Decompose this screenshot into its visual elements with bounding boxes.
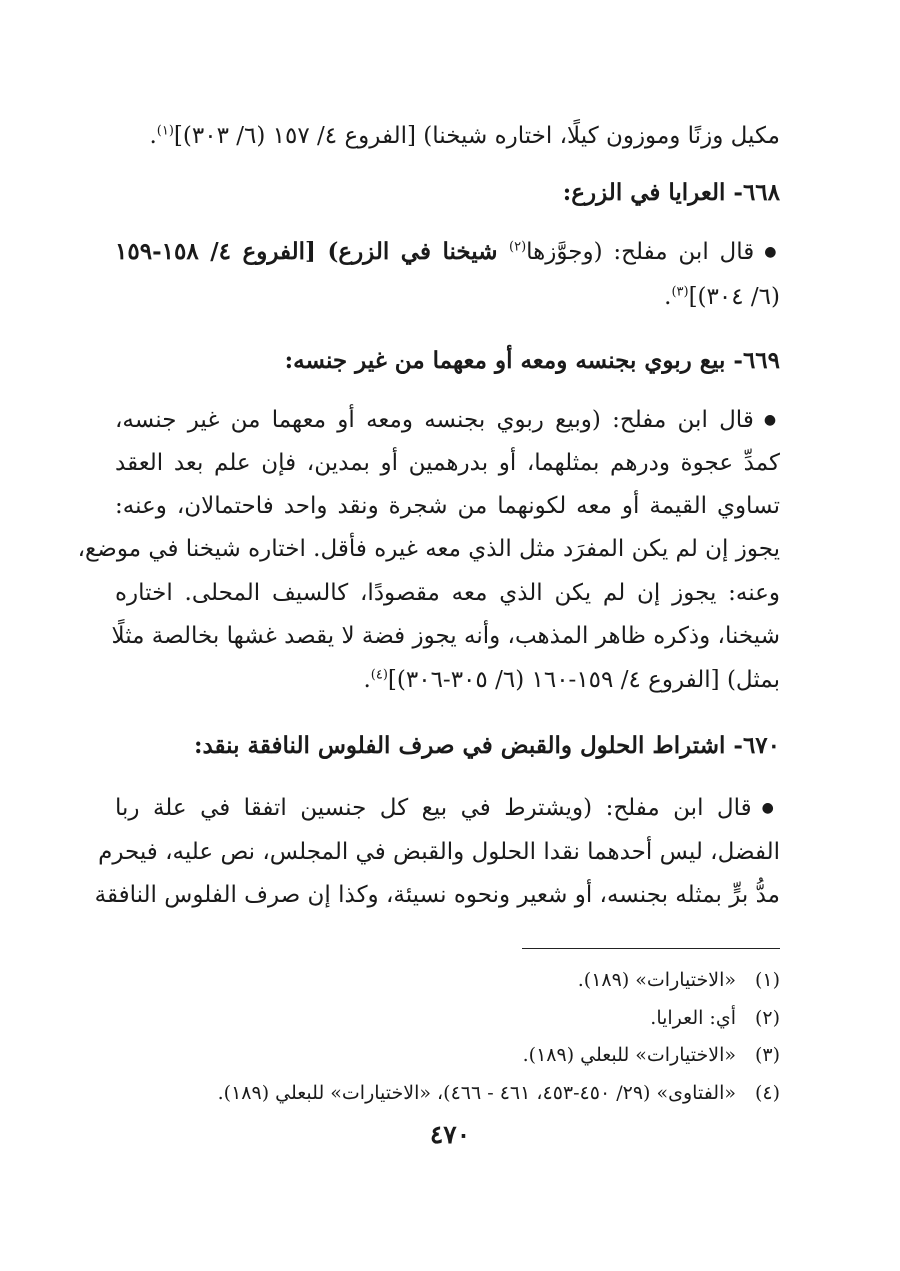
body-line: الفضل، ليس أحدهما نقدا الحلول والقبض في المجلس، نص عليه، فيحرم — [98, 839, 780, 865]
footnote-number: (٤) — [754, 1082, 780, 1104]
footnote — [115, 965, 780, 995]
section-heading-669: ٦٦٩- بيع ربوي بجنسه ومعه أو معهما من غير جنسه: — [284, 347, 780, 374]
body-line: بمثل) [الفروع ٤/ ١٥٩-١٦٠ (٦/ ٣٠٥-٣٠٦)]$^{(٤)}$. — [363, 667, 780, 693]
footnote — [115, 1078, 780, 1108]
footnote-separator — [522, 948, 780, 949]
body-line: تساوي القيمة أو معه لكونهما من شجرة ونقد واحد فاحتمالان، وعنه: — [115, 493, 780, 519]
footnote — [115, 1003, 780, 1033]
section-heading-670: ٦٧٠- اشتراط الحلول والقبض في صرف الفلوس النافقة بنقد: — [193, 732, 780, 759]
body-line: ● قال ابن مفلح: (وبيع ربوي بجنسه ومعه أو معهما من غير جنسه، — [115, 402, 780, 438]
body-line — [115, 234, 780, 270]
line-text: شيخنا في الزرع) [الفروع ٤/ ١٥٨-١٥٩ — [115, 238, 510, 265]
body-line: (٦/ ٣٠٤)]$^{(٣)}$. — [664, 284, 780, 310]
footnote-text: «الاختيارات» للبعلي (١٨٩). — [522, 1044, 736, 1066]
line-text: قال ابن مفلح: (وجوَّزها — [526, 239, 755, 265]
footnote-ref[interactable]: (١) — [156, 123, 174, 139]
section-heading-668: ٦٦٨- العرايا في الزرع: — [562, 179, 780, 206]
line-text: (٦/ ٣٠٤)] — [688, 284, 780, 310]
footnote-number: (١) — [754, 969, 780, 991]
footnote-number: (٢) — [754, 1007, 780, 1029]
footnote-text: «الفتاوى» (٢٩/ ٤٥٠-٤٥٣، ٤٦١ - ٤٦٦)، «الاختيارات» للبعلي (١٨٩). — [217, 1082, 736, 1104]
body-line: ● قال ابن مفلح: (ويشترط في بيع كل جنسين اتفقا في علة ربا — [115, 790, 780, 826]
body-line: يجوز إن لم يكن المفرَد مثل الذي معه غيره فأقل. اختاره شيخنا في موضع، — [77, 536, 780, 562]
line-text: بمثل) [الفروع ٤/ ١٥٩-١٦٠ (٦/ ٣٠٥-٣٠٦)] — [387, 667, 780, 693]
page-number: ٤٧٠ — [429, 1120, 471, 1149]
body-line: مدُّ برٍّ بمثله بجنسه، أو شعير ونحوه نسيئة، وكذا إن صرف الفلوس النافقة — [94, 882, 780, 908]
footnote-number: (٣) — [754, 1044, 780, 1066]
body-line: شيخنا، وذكره ظاهر المذهب، وأنه يجوز فضة لا يقصد غشها بخالصة مثلًا — [111, 623, 780, 649]
footnote-ref[interactable]: (٢) — [509, 239, 527, 255]
line-text: مكيل وزنًا وموزون كيلًا، اختاره شيخنا) [الفروع ٤/ ١٥٧ (٦/ ٣٠٣)] — [173, 123, 780, 149]
footnote-ref[interactable]: (٤) — [370, 667, 388, 683]
footnote — [115, 1040, 780, 1070]
footnote-text: «الاختيارات» (١٨٩). — [577, 969, 736, 991]
body-line: وعنه: يجوز إن لم يكن الذي معه مقصودًا، كالسيف المحلى. اختاره — [115, 580, 780, 606]
body-line: مكيل وزنًا وموزون كيلًا، اختاره شيخنا) [الفروع ٤/ ١٥٧ (٦/ ٣٠٣)]$^{(١)}$. — [149, 123, 780, 149]
body-line: كمدِّ عجوة ودرهم بمثلهما، أو بدرهمين أو بمدين، فإن علم بعد العقد — [115, 450, 780, 476]
footnote-ref[interactable]: (٣) — [671, 284, 689, 300]
footnote-text: أي: العرايا. — [650, 1007, 736, 1029]
